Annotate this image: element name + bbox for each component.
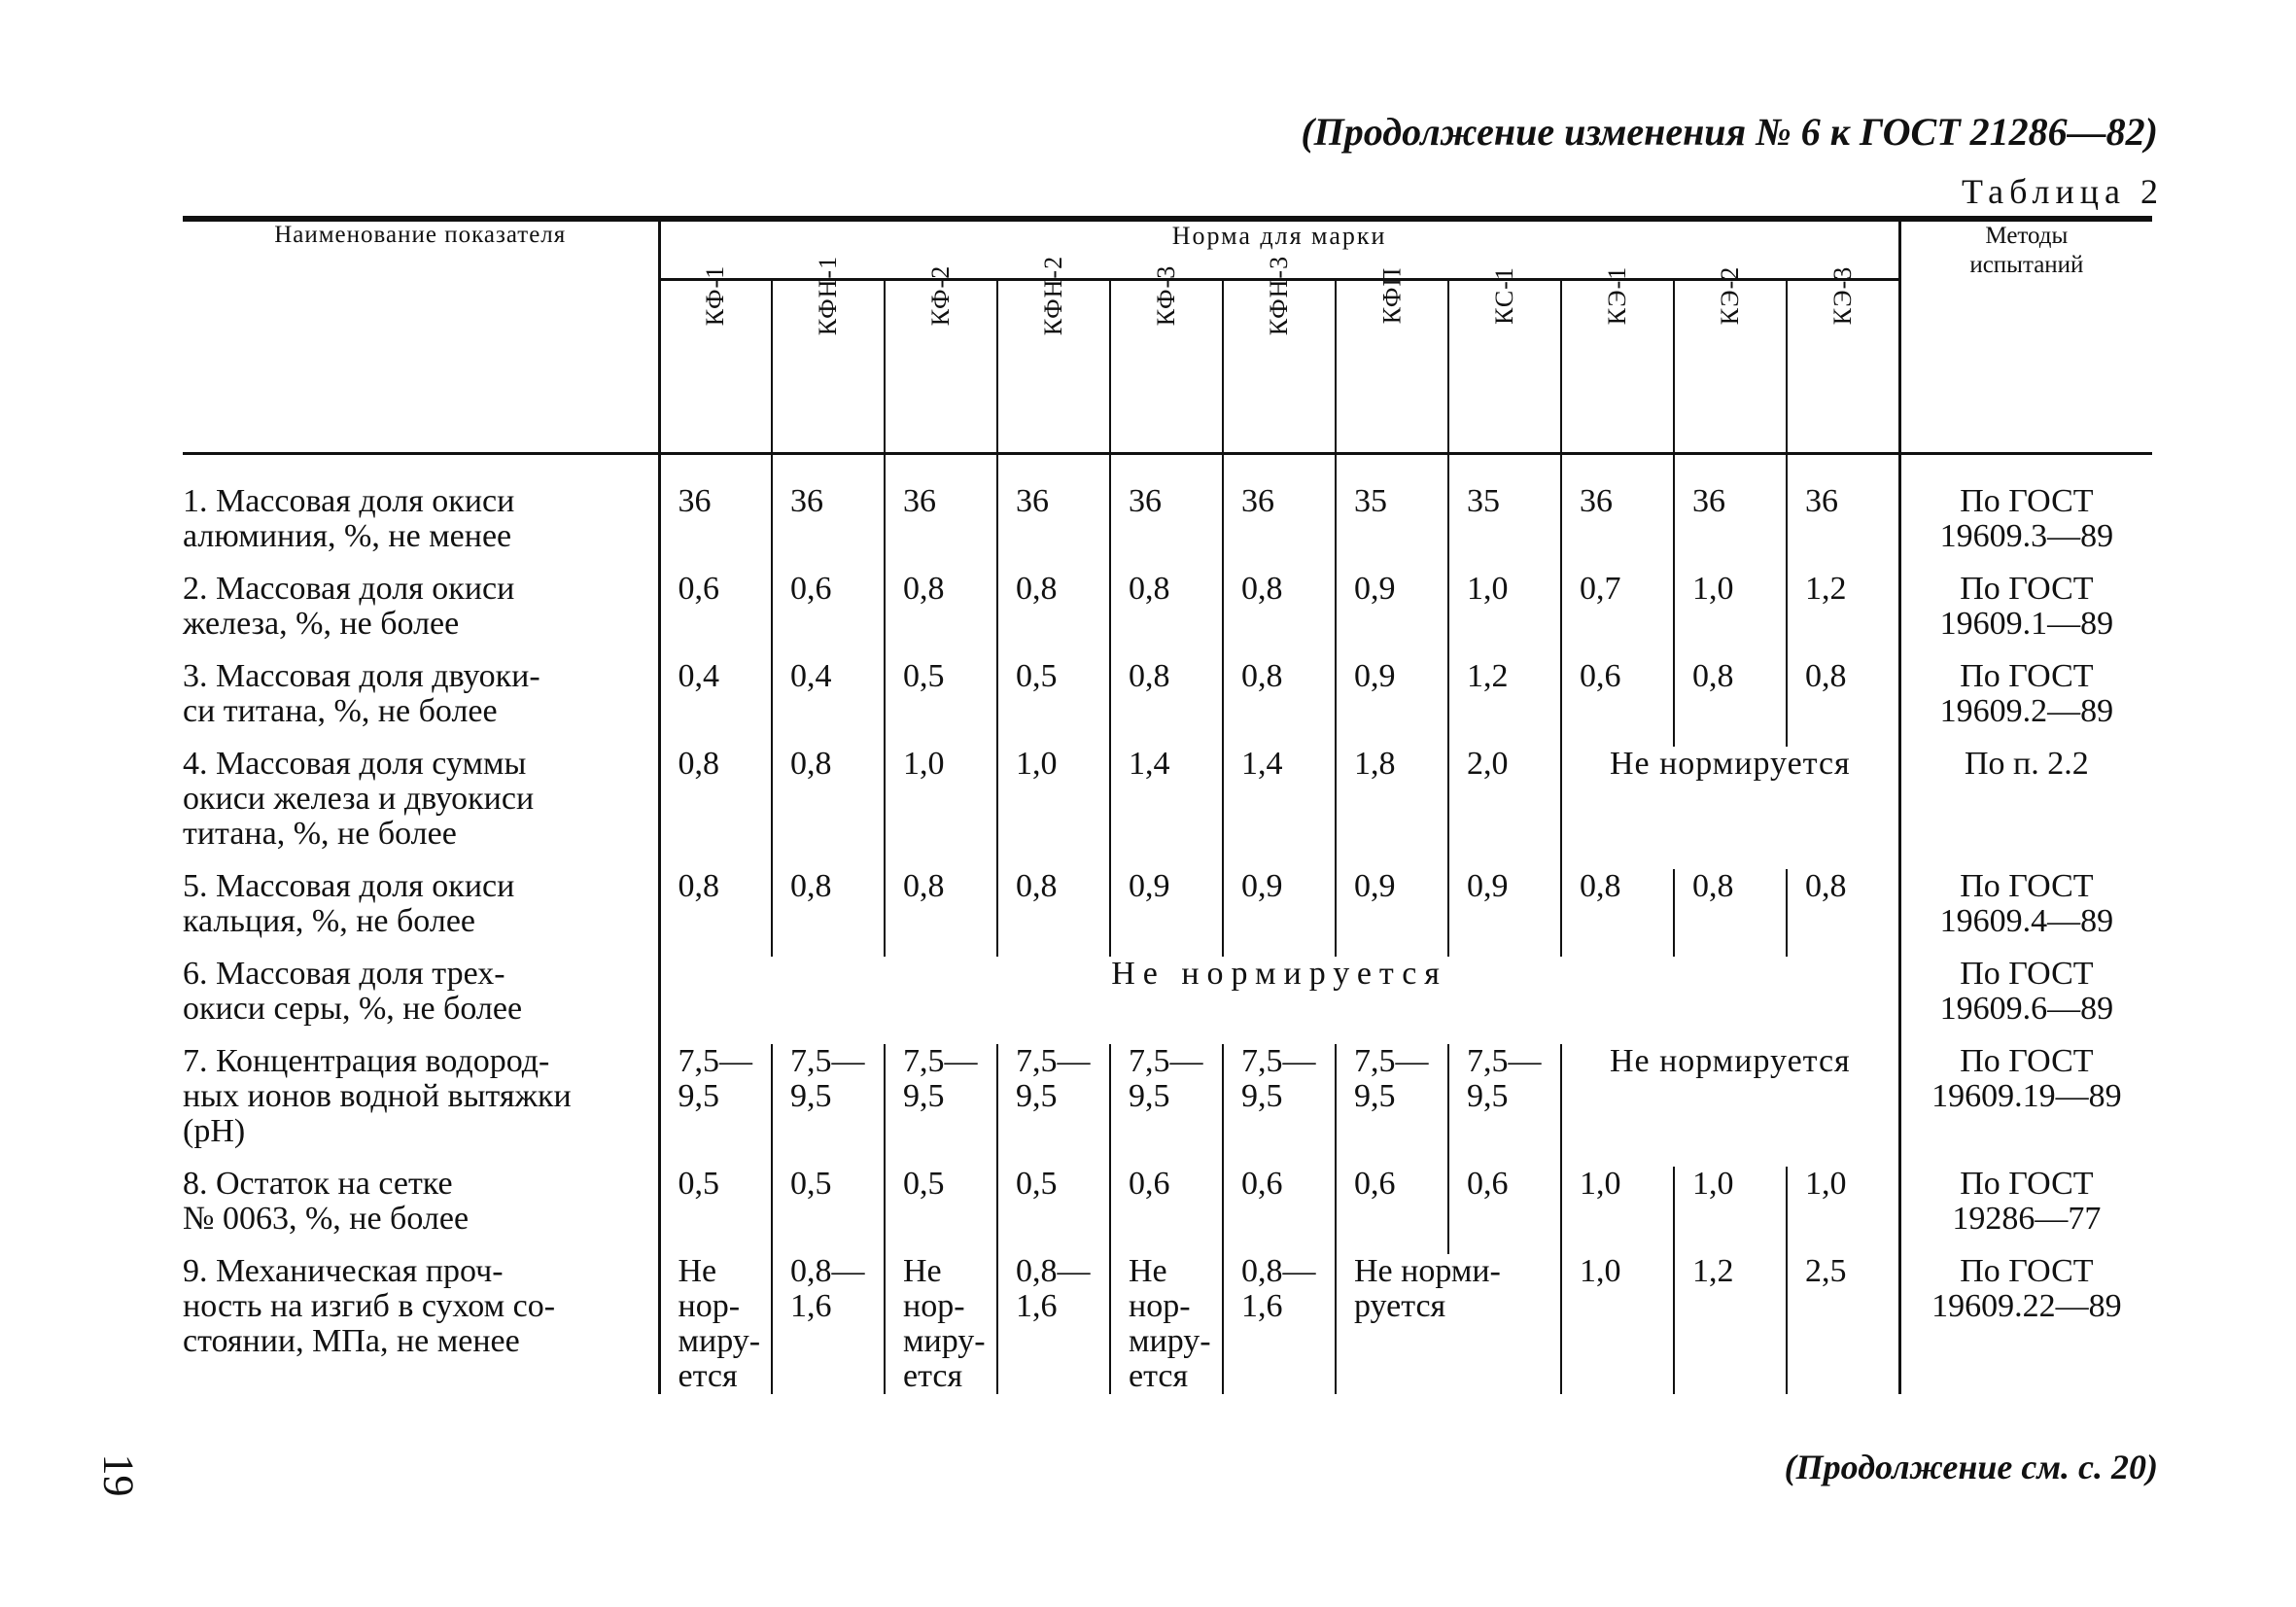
value-cell: 0,8 xyxy=(772,869,885,957)
table-row xyxy=(183,659,2152,747)
methods-header-line2: испытаний xyxy=(1969,252,2084,278)
value-cell: 35 xyxy=(1448,454,1561,573)
value-cell: 1,2 xyxy=(1674,1254,1787,1394)
indicator-name xyxy=(183,869,659,957)
value-cell: 1,0 xyxy=(1787,1167,1899,1254)
page-number: 19 xyxy=(94,1453,143,1497)
grade-header xyxy=(1674,265,1787,454)
value-cell: 0,8 xyxy=(1674,869,1787,957)
grade-header xyxy=(1110,264,1223,454)
value-cell: 0,5 xyxy=(772,1167,885,1254)
column-header-methods xyxy=(1899,219,2152,454)
indicator-line: титана, %, не более xyxy=(183,816,457,852)
value-cell: 0,6 xyxy=(772,572,885,659)
column-header-indicator: Наименование показателя xyxy=(183,219,659,454)
grade-header xyxy=(885,264,997,454)
table-row xyxy=(183,1167,2152,1254)
indicator-line: 4. Массовая доля суммы xyxy=(183,746,527,782)
value-cell: 7,5— 9,5 xyxy=(997,1044,1110,1167)
value-cell: 0,5 xyxy=(997,1167,1110,1254)
value-cell: 0,5 xyxy=(885,659,997,747)
method-cell xyxy=(1899,747,2152,869)
indicator-line: 1. Массовая доля окиси xyxy=(183,483,515,519)
value-cell: 0,8 xyxy=(997,869,1110,957)
value-cell: 2,5 xyxy=(1787,1254,1899,1394)
value-cell: 1,0 xyxy=(1561,1167,1674,1254)
grade-label: КФН-2 xyxy=(1039,255,1067,336)
grade-label: КФН-1 xyxy=(814,255,842,336)
method-line: По ГОСТ xyxy=(1960,1166,2094,1202)
continuation-header: (Продолжение изменения № 6 к ГОСТ 21286—82) xyxy=(1301,110,2158,154)
grade-label: КФП xyxy=(1377,266,1406,325)
method-line: 19286—77 xyxy=(1952,1201,2102,1237)
value-cell: 0,8 xyxy=(1110,572,1223,659)
method-line: 19609.19—89 xyxy=(1931,1078,2122,1114)
value-cell: 1,2 xyxy=(1448,659,1561,747)
method-line: 19609.22—89 xyxy=(1931,1288,2122,1324)
value-cell: 1,0 xyxy=(1448,572,1561,659)
value-cell: 0,8 xyxy=(885,869,997,957)
value-cell: 0,5 xyxy=(678,1166,719,1202)
value-cell: 0,8 xyxy=(1787,869,1899,957)
value-cell: 7,5— 9,5 xyxy=(1110,1044,1223,1167)
method-line: 19609.1—89 xyxy=(1939,606,2114,642)
grade-header xyxy=(1787,265,1899,454)
indicator-line: 9. Механическая проч- xyxy=(183,1253,504,1289)
grade-header xyxy=(1448,266,1561,454)
value-cell: 0,8 xyxy=(1674,659,1787,747)
grade-header xyxy=(1223,255,1336,454)
table-row xyxy=(183,1044,2152,1167)
value-cell: 0,8 xyxy=(678,746,719,782)
grade-label: КФ-1 xyxy=(701,264,730,327)
value-cell: 7,5— 9,5 xyxy=(885,1044,997,1167)
method-line: По ГОСТ xyxy=(1960,868,2094,904)
table-row xyxy=(183,572,2152,659)
grade-label: КФН-3 xyxy=(1265,255,1293,336)
value-cell: 1,0 xyxy=(1674,572,1787,659)
value-cell: 0,6 xyxy=(678,571,719,607)
table-row xyxy=(183,747,2152,869)
value-cell: 1,4 xyxy=(1110,747,1223,869)
method-cell xyxy=(1899,572,2152,659)
indicator-line: окиси железа и двуокиси xyxy=(183,781,535,817)
method-line: По ГОСТ xyxy=(1960,956,2094,992)
indicator-name xyxy=(183,1044,659,1167)
method-cell xyxy=(1899,454,2152,573)
table-row xyxy=(183,869,2152,957)
not-normed-cell: Не нормируется xyxy=(1111,956,1447,992)
value-cell: Не нор- миру- ется xyxy=(885,1254,997,1394)
grade-label: КЭ-3 xyxy=(1827,265,1857,326)
method-cell xyxy=(1899,1044,2152,1167)
value-cell: 0,9 xyxy=(1336,869,1448,957)
indicator-line: № 0063, %, не более xyxy=(183,1201,470,1237)
method-line: 19609.6—89 xyxy=(1939,991,2114,1027)
indicator-line: кальция, %, не более xyxy=(183,903,476,939)
value-cell: 36 xyxy=(885,454,997,573)
method-line: По ГОСТ xyxy=(1960,483,2094,519)
indicator-line: 8. Остаток на сетке xyxy=(183,1166,453,1202)
value-cell: 0,8 xyxy=(1110,659,1223,747)
value-cell: 0,8— 1,6 xyxy=(1223,1254,1336,1394)
value-cell: 0,8 xyxy=(997,572,1110,659)
value-cell: 36 xyxy=(1787,454,1899,573)
indicator-line: железа, %, не более xyxy=(183,606,460,642)
indicator-line: ных ионов водной вытяжки xyxy=(183,1078,572,1114)
value-cell: 0,9 xyxy=(1336,572,1448,659)
grade-header xyxy=(772,255,885,454)
indicator-name xyxy=(183,747,659,869)
table-row xyxy=(183,957,2152,1044)
indicator-line: си титана, %, не более xyxy=(183,693,498,729)
indicator-line: стоянии, МПа, не менее xyxy=(183,1323,520,1359)
value-cell: 0,6 xyxy=(1223,1167,1336,1254)
value-cell: 0,5 xyxy=(885,1167,997,1254)
indicator-line: (pH) xyxy=(183,1113,246,1149)
method-line: По п. 2.2 xyxy=(1965,746,2089,782)
value-cell: 0,8 xyxy=(1787,659,1899,747)
value-cell: 36 xyxy=(1674,454,1787,573)
value-cell: 0,9 xyxy=(1336,659,1448,747)
value-cell: 0,7 xyxy=(1561,572,1674,659)
table-row xyxy=(183,454,2152,573)
table-row xyxy=(183,1254,2152,1394)
method-line: 19609.3—89 xyxy=(1939,518,2114,554)
method-cell xyxy=(1899,957,2152,1044)
grade-label: КЭ-2 xyxy=(1715,265,1744,326)
value-cell: 35 xyxy=(1336,454,1448,573)
value-cell: 0,9 xyxy=(1110,869,1223,957)
method-line: 19609.2—89 xyxy=(1939,693,2114,729)
value-cell: 0,8 xyxy=(885,572,997,659)
value-cell: 1,2 xyxy=(1787,572,1899,659)
value-cell: 36 xyxy=(772,454,885,573)
value-cell: 2,0 xyxy=(1448,747,1561,869)
value-cell: 0,8 xyxy=(1561,869,1674,957)
grade-header xyxy=(659,264,772,454)
table-label: Таблица 2 xyxy=(1962,172,2164,211)
value-cell: 1,0 xyxy=(997,747,1110,869)
methods-header-line1: Методы xyxy=(1985,223,2069,249)
grade-label: КС-1 xyxy=(1489,266,1518,325)
value-cell: 0,8 xyxy=(1223,659,1336,747)
grade-label: КЭ-1 xyxy=(1602,265,1631,326)
method-cell xyxy=(1899,869,2152,957)
value-cell: 1,4 xyxy=(1223,747,1336,869)
method-cell xyxy=(1899,1167,2152,1254)
indicator-line: 6. Массовая доля трех- xyxy=(183,956,505,992)
indicator-line: алюминия, %, не менее xyxy=(183,518,512,554)
value-cell: 0,8 xyxy=(1223,572,1336,659)
indicator-line: 2. Массовая доля окиси xyxy=(183,571,515,607)
grade-label: КФ-3 xyxy=(1152,264,1180,327)
indicator-line: окиси серы, %, не более xyxy=(183,991,523,1027)
value-cell: 36 xyxy=(997,454,1110,573)
column-header-norm: Норма для марки xyxy=(659,219,1899,280)
value-cell: 0,4 xyxy=(678,658,719,694)
indicator-name xyxy=(183,957,659,1044)
grade-header xyxy=(997,255,1110,454)
value-cell: 1,0 xyxy=(885,747,997,869)
indicator-name xyxy=(183,454,659,573)
method-line: По ГОСТ xyxy=(1960,571,2094,607)
value-cell: 0,8 xyxy=(772,747,885,869)
value-cell: 36 xyxy=(1223,454,1336,573)
value-cell: 7,5— 9,5 xyxy=(1223,1044,1336,1167)
value-cell: Не нор- миру- ется xyxy=(678,1253,761,1394)
not-normed-cell: Не нормируется xyxy=(1561,747,1899,869)
indicator-name xyxy=(183,659,659,747)
continuation-footer: (Продолжение см. с. 20) xyxy=(1784,1448,2158,1486)
indicator-name xyxy=(183,572,659,659)
value-cell: 7,5— 9,5 xyxy=(678,1043,752,1114)
value-cell: 7,5— 9,5 xyxy=(1336,1044,1448,1167)
value-cell: 0,6 xyxy=(1110,1167,1223,1254)
value-cell: 0,5 xyxy=(997,659,1110,747)
value-cell: 0,8 xyxy=(678,868,719,904)
value-cell: Не норми- руется xyxy=(1336,1254,1561,1394)
value-cell: 7,5— 9,5 xyxy=(1448,1044,1561,1167)
indicator-name xyxy=(183,1254,659,1394)
value-cell: 0,8— 1,6 xyxy=(772,1254,885,1394)
method-line: По ГОСТ xyxy=(1960,658,2094,694)
method-line: По ГОСТ xyxy=(1960,1043,2094,1079)
indicator-line: 3. Массовая доля двуоки- xyxy=(183,658,540,694)
value-cell: 36 xyxy=(1561,454,1674,573)
value-cell: 0,6 xyxy=(1561,659,1674,747)
value-cell: 0,9 xyxy=(1223,869,1336,957)
value-cell: 0,8— 1,6 xyxy=(997,1254,1110,1394)
value-cell: 0,6 xyxy=(1336,1167,1448,1254)
value-cell: Не нор- миру- ется xyxy=(1110,1254,1223,1394)
indicator-line: 5. Массовая доля окиси xyxy=(183,868,515,904)
value-cell: 1,0 xyxy=(1561,1254,1674,1394)
not-normed-cell: Не нормируется xyxy=(1561,1044,1899,1167)
value-cell: 1,8 xyxy=(1336,747,1448,869)
method-cell xyxy=(1899,659,2152,747)
value-cell: 7,5— 9,5 xyxy=(772,1044,885,1167)
indicator-line: 7. Концентрация водород- xyxy=(183,1043,550,1079)
method-cell xyxy=(1899,1254,2152,1394)
grade-header xyxy=(1336,266,1448,454)
grade-label: КФ-2 xyxy=(926,264,955,327)
value-cell: 36 xyxy=(1110,454,1223,573)
value-cell: 0,9 xyxy=(1448,869,1561,957)
value-cell: 0,6 xyxy=(1448,1167,1561,1254)
value-cell: 1,0 xyxy=(1674,1167,1787,1254)
indicator-name xyxy=(183,1167,659,1254)
grade-header xyxy=(1561,265,1674,454)
indicator-line: ность на изгиб в сухом со- xyxy=(183,1288,556,1324)
method-line: 19609.4—89 xyxy=(1939,903,2114,939)
specification-table xyxy=(183,216,2152,1394)
method-line: По ГОСТ xyxy=(1960,1253,2094,1289)
value-cell: 0,4 xyxy=(772,659,885,747)
value-cell: 36 xyxy=(678,483,712,519)
